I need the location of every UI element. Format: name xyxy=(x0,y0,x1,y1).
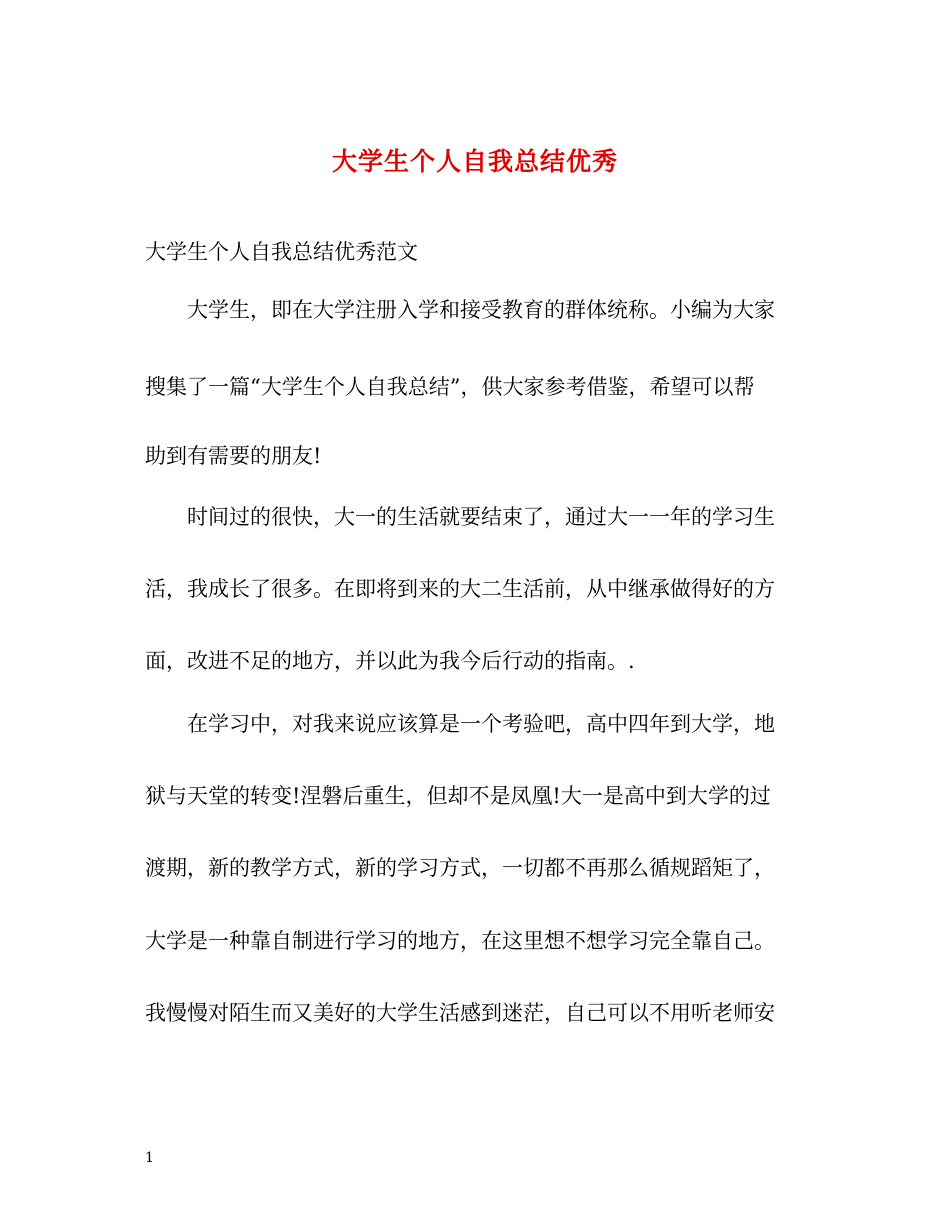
page-number: 1 xyxy=(145,1150,154,1166)
text-line: 在学习中，对我来说应该算是一个考验吧，高中四年到大学，地 xyxy=(187,712,775,736)
text-line: 我慢慢对陌生而又美好的大学生活感到迷茫，自己可以不用听老师安 xyxy=(145,1001,775,1025)
text-line: 助到有需要的朋友! xyxy=(145,444,322,468)
text-line: 搜集了一篇“大学生个人自我总结”，供大家参考借鉴，希望可以帮 xyxy=(145,375,755,399)
text-line: 大学生，即在大学注册入学和接受教育的群体统称。小编为大家 xyxy=(187,298,775,322)
document-subtitle: 大学生个人自我总结优秀范文 xyxy=(145,240,418,264)
text-line: 狱与天堂的转变!涅磐后重生，但却不是凤凰!大一是高中到大学的过 xyxy=(145,784,771,808)
text-line: 活，我成长了很多。在即将到来的大二生活前，从中继承做得好的方 xyxy=(145,577,775,601)
text-line: 大学是一种靠自制进行学习的地方，在这里想不想学习完全靠自己。 xyxy=(145,929,775,953)
text-line: 时间过的很快，大一的生活就要结束了，通过大一一年的学习生 xyxy=(187,505,775,529)
text-line: 面，改进不足的地方，并以此为我今后行动的指南。. xyxy=(145,649,635,673)
text-line: 渡期，新的教学方式，新的学习方式，一切都不再那么循规蹈矩了， xyxy=(145,856,775,880)
document-title: 大学生个人自我总结优秀 xyxy=(331,147,618,176)
